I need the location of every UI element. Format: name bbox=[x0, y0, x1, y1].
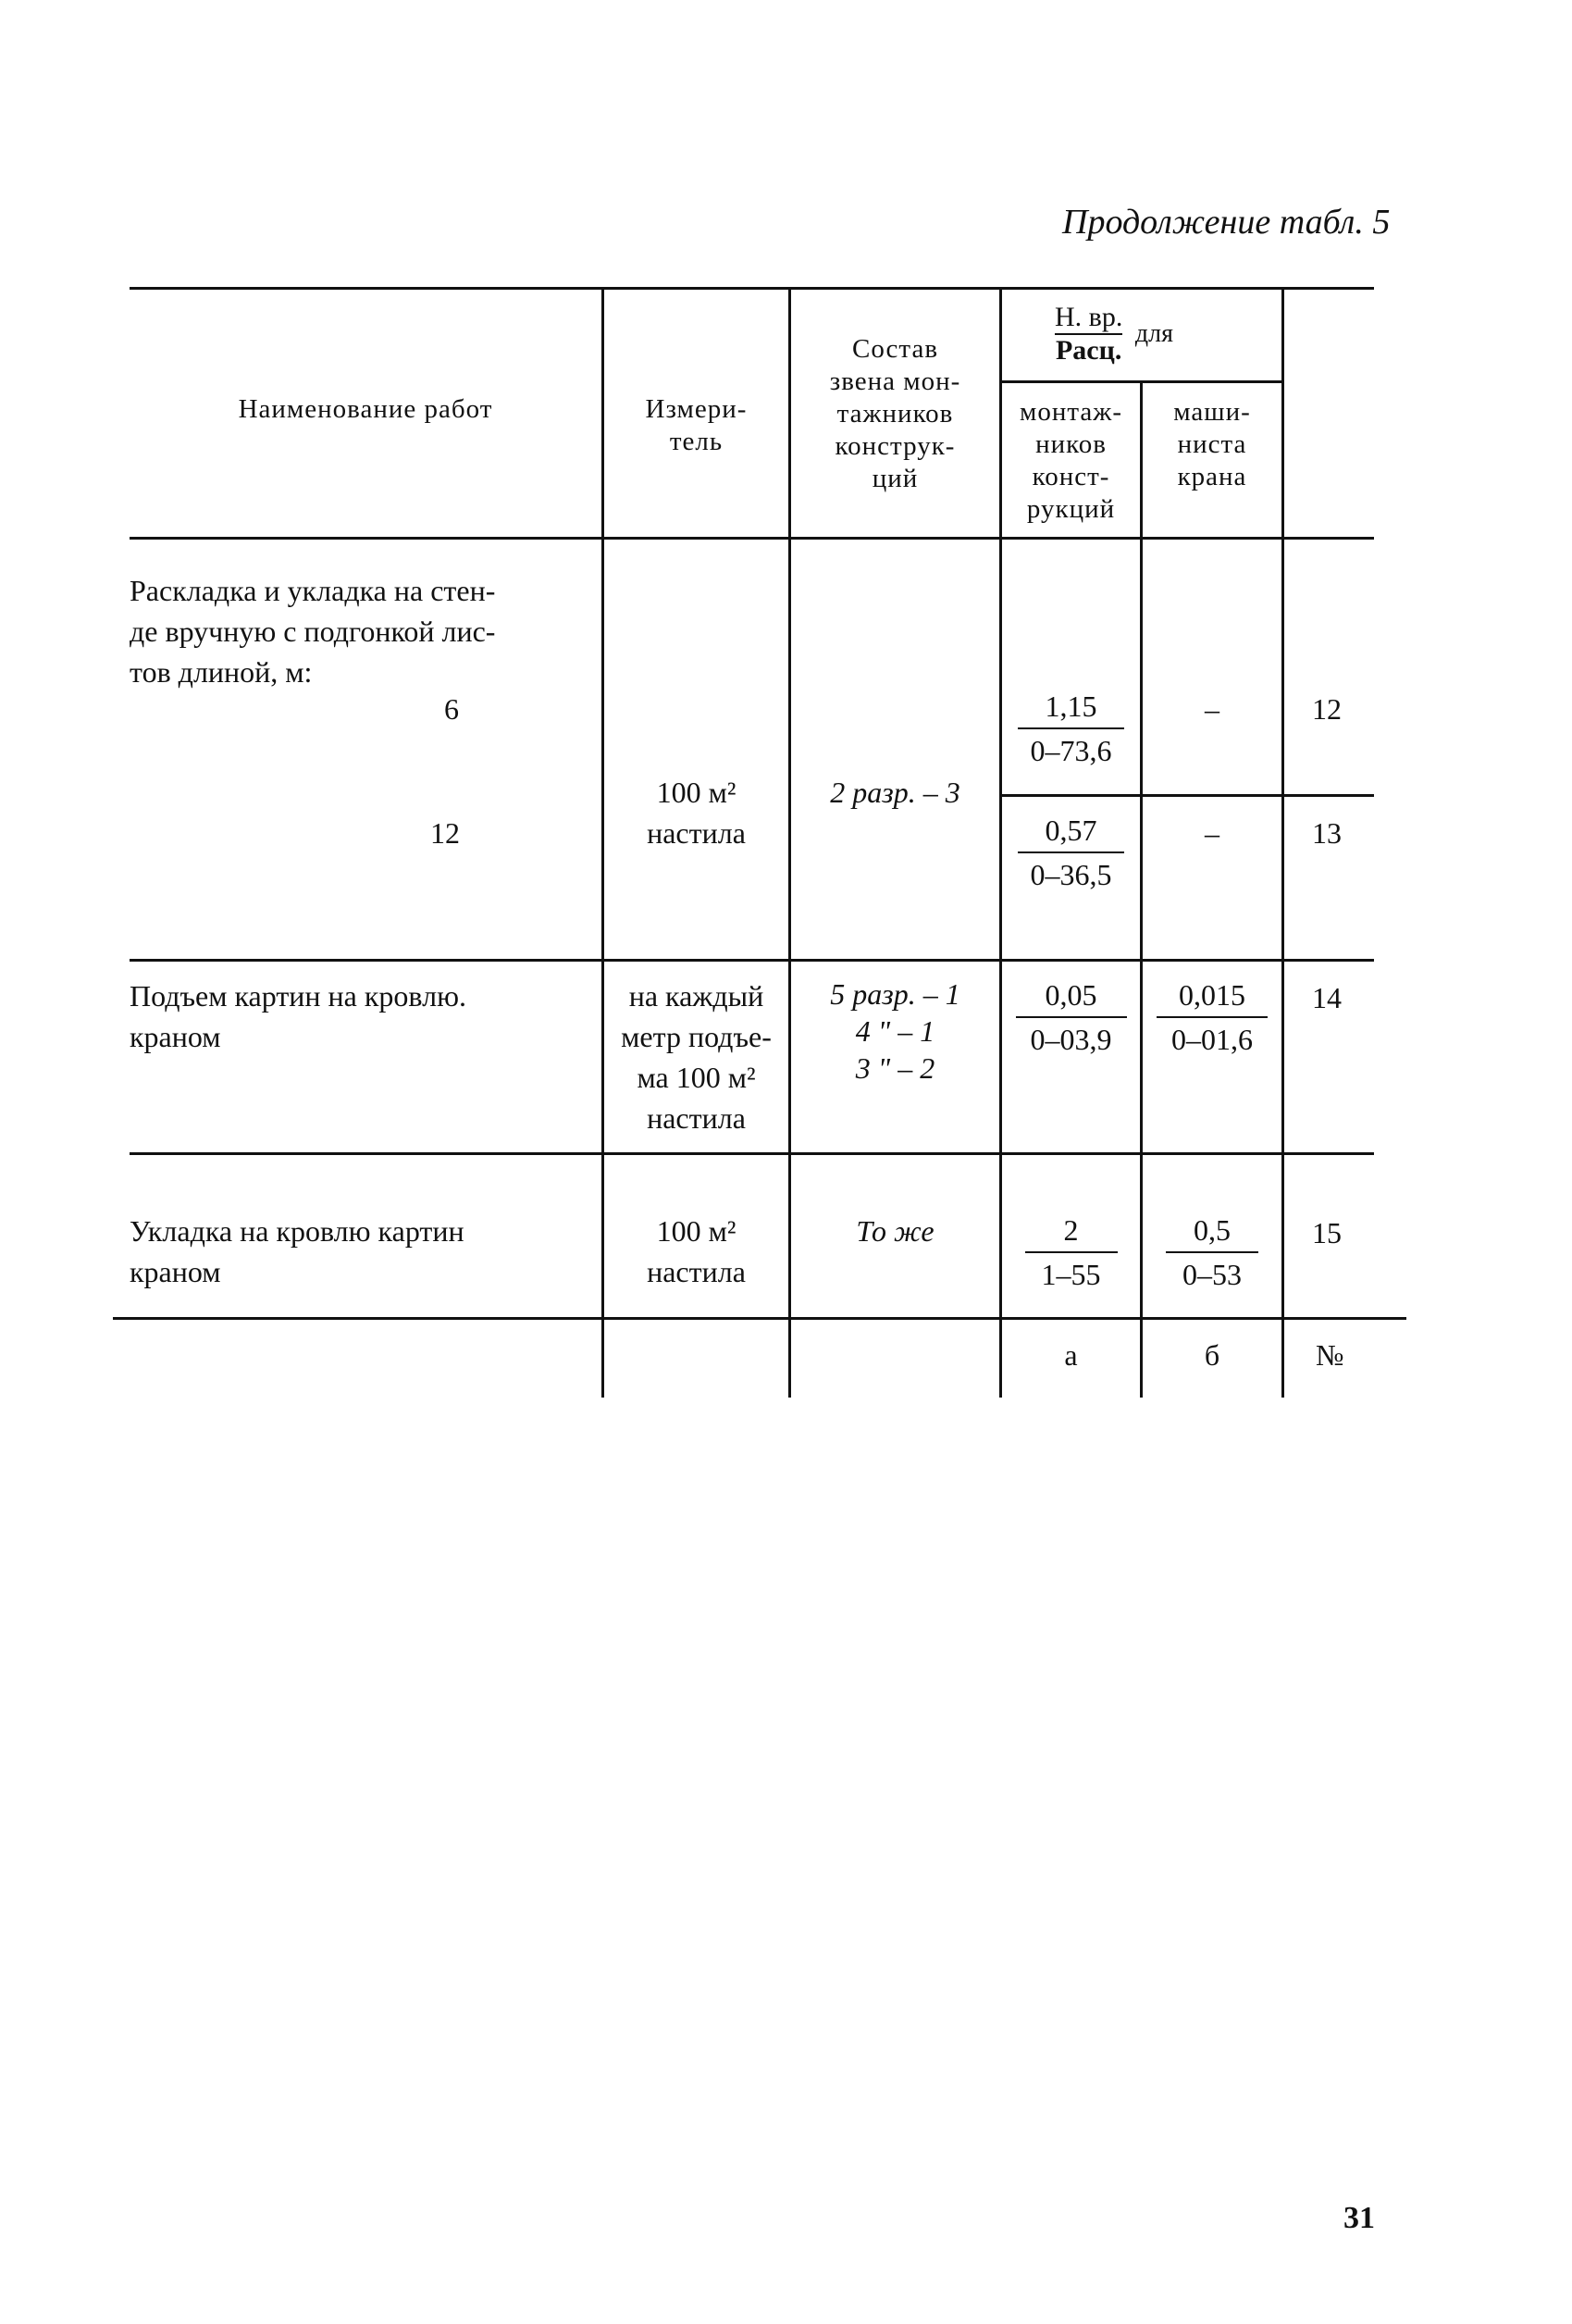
header-norm-den: Расц. bbox=[1055, 335, 1122, 366]
row1-name-line: тов длиной, м: bbox=[130, 655, 313, 689]
header-crew-line: тажников bbox=[836, 399, 954, 429]
header-col-a bbox=[1002, 396, 1140, 526]
row1-unit-line: настила bbox=[647, 816, 746, 850]
row2-crew-line: 5 разр. – 1 bbox=[830, 977, 960, 1011]
row1-name bbox=[130, 570, 600, 692]
row1b-norm bbox=[1002, 811, 1140, 894]
header-norm-for: для bbox=[1134, 319, 1173, 348]
footer-col-a: а bbox=[1064, 1338, 1078, 1372]
row1-unit bbox=[604, 772, 788, 853]
row3b-norm-bar bbox=[1166, 1251, 1258, 1253]
row1a-norm bbox=[1002, 687, 1140, 770]
header-col-b-line: ниста bbox=[1177, 429, 1247, 459]
rule-row3-bottom bbox=[113, 1317, 1406, 1320]
row3a-norm bbox=[1002, 1211, 1140, 1294]
table-caption: Продолжение табл. 5 bbox=[1062, 203, 1391, 242]
header-crew-line: ций bbox=[872, 464, 919, 493]
header-crew bbox=[791, 333, 999, 495]
row3b-norm-den: 0–53 bbox=[1182, 1258, 1242, 1291]
row1a-norm-num: 1,15 bbox=[1045, 690, 1097, 723]
col-rule-5 bbox=[1281, 287, 1284, 1398]
row1a-number: 12 bbox=[1312, 692, 1342, 726]
row1a-operator: – bbox=[1205, 692, 1219, 726]
row1b-operator: – bbox=[1205, 816, 1219, 850]
row2-name-line: Подъем картин на кровлю. bbox=[130, 979, 466, 1013]
row1b-norm-bar bbox=[1018, 851, 1124, 853]
row2b-norm-den: 0–01,6 bbox=[1171, 1023, 1253, 1056]
footer-col-no: № bbox=[1316, 1338, 1344, 1372]
header-col-b-line: маши- bbox=[1173, 397, 1251, 427]
row3a-norm-den: 1–55 bbox=[1041, 1258, 1101, 1291]
header-unit bbox=[604, 393, 788, 458]
row3-number: 15 bbox=[1312, 1216, 1342, 1249]
rule-subrow bbox=[999, 794, 1374, 797]
header-unit-line: Измери- bbox=[645, 394, 748, 424]
row1-unit-line: 100 м² bbox=[656, 776, 736, 809]
header-col-b-line: крана bbox=[1177, 462, 1247, 491]
header-norm-num: Н. вр. bbox=[1055, 302, 1123, 332]
row1a-norm-den: 0–73,6 bbox=[1030, 734, 1112, 767]
row3-unit-line: настила bbox=[647, 1255, 746, 1288]
row1-name-line: де вручную с подгонкой лис- bbox=[130, 615, 496, 648]
header-norm bbox=[1055, 302, 1173, 367]
row3-name-line: краном bbox=[130, 1255, 221, 1288]
row3-unit bbox=[604, 1211, 788, 1292]
row2-crew-line: 3 " – 2 bbox=[855, 1051, 935, 1085]
row1a-norm-bar bbox=[1018, 727, 1124, 729]
row2a-norm bbox=[1002, 976, 1140, 1059]
row2-crew-line: 4 " – 1 bbox=[855, 1014, 935, 1048]
row2-unit-line: метр подъе- bbox=[621, 1020, 772, 1053]
row2b-norm-bar bbox=[1157, 1016, 1268, 1018]
row3b-norm bbox=[1143, 1211, 1281, 1294]
row2-number: 14 bbox=[1312, 981, 1342, 1014]
row2b-norm bbox=[1143, 976, 1281, 1059]
row2-name bbox=[130, 976, 600, 1057]
row1b-number: 13 bbox=[1312, 816, 1342, 850]
row1b-norm-den: 0–36,5 bbox=[1030, 858, 1112, 891]
row1-length-12: 12 bbox=[430, 816, 460, 850]
row1b-norm-num: 0,57 bbox=[1045, 814, 1097, 847]
row3-crew: То же bbox=[856, 1214, 935, 1248]
row1-name-line: Раскладка и укладка на стен- bbox=[130, 574, 496, 607]
header-crew-line: звена мон- bbox=[829, 367, 961, 396]
row2-unit-line: настила bbox=[647, 1101, 746, 1135]
row3-name-line: Укладка на кровлю картин bbox=[130, 1214, 464, 1248]
row2-unit-line: ма 100 м² bbox=[637, 1061, 756, 1094]
header-unit-line: тель bbox=[669, 427, 724, 456]
row1-length-6: 6 bbox=[444, 692, 459, 726]
row2-unit-line: на каждый bbox=[628, 979, 764, 1013]
row2a-norm-num: 0,05 bbox=[1045, 978, 1097, 1012]
row3-unit-line: 100 м² bbox=[656, 1214, 736, 1248]
header-col-a-line: монтаж- bbox=[1020, 397, 1122, 427]
header-norm-fraction bbox=[1055, 302, 1122, 367]
row1-crew: 2 разр. – 3 bbox=[830, 776, 960, 809]
row2-crew bbox=[791, 976, 999, 1087]
rule-row2-bottom bbox=[130, 1152, 1374, 1155]
rule-row1-bottom bbox=[130, 959, 1374, 962]
rule-header-bottom bbox=[130, 537, 1374, 540]
header-col-a-line: рукций bbox=[1026, 494, 1116, 524]
header-name bbox=[130, 393, 601, 426]
header-col-b bbox=[1143, 396, 1281, 493]
header-crew-line: Состав bbox=[851, 334, 939, 364]
row2-name-line: краном bbox=[130, 1020, 221, 1053]
rule-top bbox=[130, 287, 1374, 290]
row3a-norm-bar bbox=[1025, 1251, 1118, 1253]
header-crew-line: конструк- bbox=[835, 431, 956, 461]
footer-col-b: б bbox=[1204, 1338, 1220, 1372]
row3a-norm-num: 2 bbox=[1063, 1213, 1079, 1247]
header-col-a-line: ников bbox=[1035, 429, 1107, 459]
row2a-norm-bar bbox=[1016, 1016, 1127, 1018]
header-col-a-line: конст- bbox=[1032, 462, 1110, 491]
row2a-norm-den: 0–03,9 bbox=[1030, 1023, 1112, 1056]
header-name-text: Наименование работ bbox=[238, 394, 493, 424]
row3-name bbox=[130, 1211, 600, 1292]
page-number: 31 bbox=[1343, 2201, 1375, 2235]
row2b-norm-num: 0,015 bbox=[1179, 978, 1245, 1012]
row3b-norm-num: 0,5 bbox=[1194, 1213, 1231, 1247]
row2-unit bbox=[604, 976, 788, 1138]
